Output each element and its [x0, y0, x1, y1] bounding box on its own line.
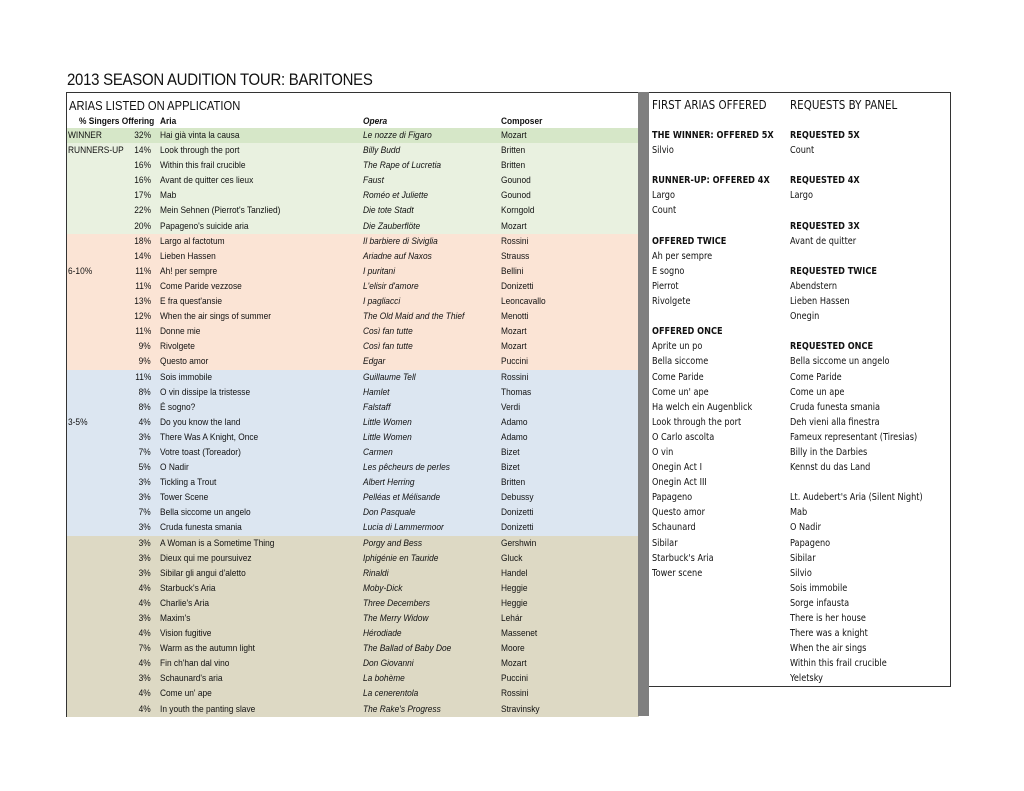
row-pct: 3% — [138, 477, 151, 489]
list-item: Bella siccome un angelo — [790, 356, 890, 368]
row-opera: The Rake's Progress — [363, 703, 441, 715]
row-aria: Tower Scene — [160, 492, 209, 504]
first-arias-offered-title: FIRST ARIAS OFFERED — [652, 98, 767, 112]
row-aria: O vin dissipe la tristesse — [160, 386, 251, 398]
row-opera: Don Pasquale — [363, 507, 416, 519]
row-composer: Handel — [501, 567, 528, 579]
row-composer: Gershwin — [501, 537, 537, 549]
list-item: Deh vieni alla finestra — [790, 416, 880, 428]
row-composer: Gluck — [501, 552, 523, 564]
row-pct: 17% — [134, 190, 151, 202]
row-pct: 13% — [134, 296, 151, 308]
list-item: Silvio — [790, 567, 812, 579]
list-item: Pierrot — [652, 280, 679, 292]
list-item: Schaunard — [652, 522, 696, 534]
row-aria: Come Paride vezzose — [160, 280, 242, 292]
row-aria: E fra quest'ansie — [160, 296, 223, 308]
table-row — [67, 264, 639, 279]
row-composer: Thomas — [501, 386, 532, 398]
list-item: Rivolgete — [652, 296, 691, 308]
list-item: Papageno — [652, 492, 693, 504]
list-item — [790, 475, 923, 490]
row-composer: Puccini — [501, 673, 528, 685]
list-heading: REQUESTED 5X — [790, 130, 860, 141]
list-item: Onegin Act III — [652, 477, 707, 489]
list-item: Within this frail crucible — [790, 658, 887, 670]
row-pct: 14% — [134, 145, 151, 157]
row-composer: Moore — [501, 643, 525, 655]
arias-listed-panel — [66, 92, 639, 717]
list-item: Billy in the Darbies — [790, 446, 868, 458]
row-pct: 3% — [138, 537, 151, 549]
row-pct: 4% — [138, 658, 151, 670]
list-item: Fameux representant (Tiresias) — [790, 431, 918, 443]
row-opera: Iphigénie en Tauride — [363, 552, 439, 564]
row-pct: 11% — [134, 265, 151, 277]
row-opera: Roméo et Juliette — [363, 190, 429, 202]
table-row — [67, 460, 639, 475]
row-pct: 7% — [138, 643, 151, 655]
row-pct: 16% — [134, 160, 151, 172]
row-group-label: RUNNERS-UP — [68, 145, 124, 157]
list-item: Largo — [652, 190, 675, 202]
list-item: Sois immobile — [790, 582, 848, 594]
table-row — [67, 400, 639, 415]
header-aria: Aria — [160, 116, 177, 127]
row-pct: 3% — [138, 552, 151, 564]
list-item: Mab — [790, 507, 808, 519]
table-row — [67, 581, 639, 596]
column-separator — [638, 92, 649, 716]
row-composer: Gounod — [501, 175, 531, 187]
table-row — [67, 128, 639, 143]
table-row — [67, 641, 639, 656]
row-aria: In youth the panting slave — [160, 703, 256, 715]
table-row — [67, 234, 639, 249]
list-item: Lieben Hassen — [790, 296, 850, 308]
row-pct: 4% — [138, 597, 151, 609]
row-composer: Strauss — [501, 250, 530, 262]
table-row — [67, 188, 639, 203]
row-pct: 9% — [138, 341, 151, 353]
row-opera: Don Giovanni — [363, 658, 414, 670]
row-aria: Sois immobile — [160, 371, 213, 383]
row-composer: Heggie — [501, 597, 528, 609]
row-composer: Rossini — [501, 371, 529, 383]
table-row — [67, 385, 639, 400]
list-item: There is her house — [790, 613, 866, 624]
row-pct: 11% — [134, 326, 151, 338]
table-row — [67, 430, 639, 445]
table-row — [67, 536, 639, 551]
row-composer: Bizet — [501, 446, 520, 458]
list-heading: REQUESTED 3X — [790, 220, 860, 232]
table-row — [67, 551, 639, 566]
row-composer: Donizetti — [501, 280, 534, 292]
row-opera: Pelléas et Mélisande — [363, 492, 441, 504]
row-opera: La bohème — [363, 673, 405, 685]
row-composer: Mozart — [501, 130, 527, 141]
offers-requests-panel — [649, 92, 951, 687]
row-pct: 3% — [138, 431, 151, 443]
list-item: When the air sings — [790, 643, 867, 655]
row-aria: Warm as the autumn light — [160, 643, 255, 655]
row-pct: 3% — [138, 492, 151, 504]
row-pct: 4% — [138, 582, 151, 594]
list-item: O Nadir — [790, 522, 821, 534]
page-title: 2013 SEASON AUDITION TOUR: BARITONES — [67, 70, 373, 89]
row-aria: A Woman is a Sometime Thing — [160, 537, 275, 549]
row-composer: Bellini — [501, 265, 524, 277]
row-opera: Die tote Stadt — [363, 205, 414, 217]
row-composer: Adamo — [501, 431, 528, 443]
row-aria: Fin ch'han dal vino — [160, 658, 230, 670]
table-row — [67, 173, 639, 188]
list-item: Onegin — [790, 311, 820, 323]
row-aria: Papageno's suicide aria — [160, 220, 249, 232]
row-aria: Starbuck's Aria — [160, 582, 216, 594]
row-opera: Three Decembers — [363, 597, 430, 609]
table-row — [67, 158, 639, 173]
row-opera: Moby-Dick — [363, 582, 403, 594]
row-pct: 8% — [138, 401, 151, 413]
list-heading: RUNNER-UP: OFFERED 4X — [652, 175, 770, 187]
list-item: O vin — [652, 446, 674, 458]
row-opera: Lucia di Lammermoor — [363, 522, 444, 534]
row-opera: Il barbiere di Siviglia — [363, 235, 438, 247]
row-opera: The Merry Widow — [363, 613, 429, 624]
row-composer: Gounod — [501, 190, 531, 202]
row-pct: 11% — [134, 371, 151, 383]
row-pct: 9% — [138, 356, 151, 368]
list-item: Questo amor — [652, 507, 706, 519]
row-pct: 11% — [134, 280, 151, 292]
row-aria: Mab — [160, 190, 177, 202]
list-item: Lt. Audebert's Aria (Silent Night) — [790, 492, 923, 504]
row-opera: Hamlet — [363, 386, 390, 398]
list-item — [652, 309, 774, 324]
row-aria: Votre toast (Toreador) — [160, 446, 241, 458]
row-aria: O Nadir — [160, 462, 189, 474]
list-item: E sogno — [652, 265, 685, 277]
row-composer: Leoncavallo — [501, 296, 546, 308]
table-row — [67, 505, 639, 520]
row-opera: Little Women — [363, 416, 412, 428]
table-row — [67, 626, 639, 641]
arias-table-body — [67, 128, 639, 717]
table-row — [67, 475, 639, 490]
row-pct: 14% — [134, 250, 151, 262]
row-aria: Donne mie — [160, 326, 201, 338]
list-item: O Carlo ascolta — [652, 431, 715, 443]
row-composer: Bizet — [501, 462, 520, 474]
row-opera: I pagliacci — [363, 296, 401, 308]
row-opera: Albert Herring — [363, 477, 415, 489]
row-opera: The Ballad of Baby Doe — [363, 643, 452, 655]
row-opera: I puritani — [363, 265, 396, 277]
row-aria: Within this frail crucible — [160, 160, 246, 172]
row-composer: Mozart — [501, 658, 527, 670]
list-item: Count — [790, 145, 815, 157]
row-composer: Britten — [501, 145, 526, 157]
list-item: Count — [652, 205, 677, 217]
row-opera: Billy Budd — [363, 145, 401, 157]
row-composer: Stravinsky — [501, 703, 540, 715]
list-item: Cruda funesta smania — [790, 401, 881, 413]
row-opera: Edgar — [363, 356, 386, 368]
row-aria: É sogno? — [160, 401, 196, 413]
row-aria: Dieux qui me poursuivez — [160, 552, 252, 564]
row-composer: Heggie — [501, 582, 528, 594]
row-pct: 22% — [134, 205, 151, 217]
row-opera: The Old Maid and the Thief — [363, 311, 465, 323]
row-opera: Little Women — [363, 431, 412, 443]
row-opera: Ariadne auf Naxos — [363, 250, 432, 262]
list-item: Sibilar — [652, 537, 678, 549]
row-aria: Hai già vinta la causa — [160, 130, 240, 141]
row-opera: Rinaldi — [363, 567, 389, 579]
table-row — [67, 309, 639, 324]
first-arias-offered-list — [652, 128, 794, 581]
list-heading: THE WINNER: OFFERED 5X — [652, 130, 774, 141]
table-row — [67, 415, 639, 430]
row-opera: Les pêcheurs de perles — [363, 462, 450, 474]
row-aria: Largo al factotum — [160, 235, 225, 247]
list-item: Tower scene — [652, 567, 703, 579]
requests-by-panel-title: REQUESTS BY PANEL — [790, 98, 898, 112]
row-opera: The Rape of Lucretia — [363, 160, 442, 172]
row-composer: Massenet — [501, 628, 538, 640]
row-aria: Do you know the land — [160, 416, 241, 428]
table-row — [67, 279, 639, 294]
list-item: Papageno — [790, 537, 831, 549]
row-opera: Carmen — [363, 446, 393, 458]
table-row — [67, 566, 639, 581]
row-aria: Ah! per sempre — [160, 265, 218, 277]
header-composer: Composer — [501, 116, 543, 127]
list-item — [790, 324, 923, 339]
table-row — [67, 490, 639, 505]
row-aria: Schaunard's aria — [160, 673, 223, 685]
row-aria: Rivolgete — [160, 341, 195, 353]
table-row — [67, 339, 639, 354]
row-opera: L'elisir d'amore — [363, 280, 419, 292]
row-aria: There Was A Knight, Once — [160, 431, 259, 443]
header-pct-singers: % Singers Offering — [79, 116, 155, 127]
list-item: Ha welch ein Augenblick — [652, 401, 753, 413]
list-item — [790, 249, 923, 264]
row-composer: Mozart — [501, 326, 527, 338]
row-aria: When the air sings of summer — [160, 311, 272, 323]
row-composer: Korngold — [501, 205, 535, 217]
row-opera: Porgy and Bess — [363, 537, 423, 549]
table-row — [67, 249, 639, 264]
table-row — [67, 611, 639, 626]
list-item: Silvio — [652, 145, 674, 157]
list-item: Come Paride — [652, 371, 704, 383]
row-aria: Vision fugitive — [160, 628, 212, 640]
table-row — [67, 445, 639, 460]
row-opera: Hérodiade — [363, 628, 402, 640]
row-aria: Tickling a Trout — [160, 477, 217, 489]
row-pct: 3% — [138, 567, 151, 579]
row-group-label: 3-5% — [68, 416, 88, 428]
row-aria: Questo amor — [160, 356, 209, 368]
row-opera: Così fan tutte — [363, 341, 413, 353]
table-row — [67, 686, 639, 701]
arias-listed-title: ARIAS LISTED ON APPLICATION — [69, 98, 241, 113]
row-composer: Mozart — [501, 341, 527, 353]
row-pct: 12% — [134, 311, 151, 323]
table-row — [67, 219, 639, 234]
list-item: Onegin Act I — [652, 462, 703, 474]
row-opera: Faust — [363, 175, 384, 187]
list-heading: OFFERED TWICE — [652, 235, 727, 247]
row-aria: Maxim's — [160, 613, 191, 624]
row-composer: Puccini — [501, 356, 528, 368]
row-pct: 32% — [134, 130, 151, 141]
list-item: Abendstern — [790, 280, 838, 292]
row-pct: 8% — [138, 386, 151, 398]
list-item: There was a knight — [790, 628, 868, 640]
table-row — [67, 324, 639, 339]
list-heading: REQUESTED ONCE — [790, 341, 874, 353]
row-composer: Menotti — [501, 311, 529, 323]
row-opera: Die Zauberflöte — [363, 220, 421, 232]
row-opera: Falstaff — [363, 401, 391, 413]
row-opera: Le nozze di Figaro — [363, 130, 432, 141]
table-row — [67, 294, 639, 309]
header-opera: Opera — [363, 116, 388, 127]
row-pct: 7% — [138, 446, 151, 458]
list-heading: REQUESTED 4X — [790, 175, 860, 187]
row-composer: Britten — [501, 160, 526, 172]
table-row — [67, 656, 639, 671]
row-pct: 7% — [138, 507, 151, 519]
list-item — [790, 158, 923, 173]
list-item: Kennst du das Land — [790, 462, 871, 474]
row-opera: Guillaume Tell — [363, 371, 416, 383]
list-item: Yeletsky — [790, 673, 823, 685]
row-pct: 4% — [138, 416, 151, 428]
row-composer: Debussy — [501, 492, 534, 504]
row-composer: Donizetti — [501, 522, 534, 534]
list-heading: OFFERED ONCE — [652, 326, 723, 338]
row-group-label: 6-10% — [68, 265, 93, 277]
list-item: Sorge infausta — [790, 597, 850, 609]
row-composer: Rossini — [501, 235, 529, 247]
row-pct: 5% — [138, 462, 151, 474]
list-item: Sibilar — [790, 552, 816, 564]
row-pct: 3% — [138, 673, 151, 685]
requests-by-panel-list — [790, 128, 944, 686]
row-aria: Avant de quitter ces lieux — [160, 175, 254, 187]
table-row — [67, 596, 639, 611]
list-item — [652, 158, 774, 173]
row-pct: 20% — [134, 220, 151, 232]
list-item: Come un ape — [790, 386, 845, 398]
row-composer: Mozart — [501, 220, 527, 232]
row-aria: Charlie's Aria — [160, 597, 209, 609]
row-aria: Mein Sehnen (Pierrot's Tanzlied) — [160, 205, 281, 217]
table-row — [67, 702, 639, 717]
row-aria: Bella siccome un angelo — [160, 507, 251, 519]
row-aria: Come un' ape — [160, 688, 212, 700]
row-composer: Donizetti — [501, 507, 534, 519]
list-item: Avant de quitter — [790, 235, 857, 247]
table-row — [67, 203, 639, 218]
table-row — [67, 671, 639, 686]
row-aria: Cruda funesta smania — [160, 522, 242, 534]
row-aria: Lieben Hassen — [160, 250, 216, 262]
row-pct: 18% — [134, 235, 151, 247]
list-item: Look through the port — [652, 416, 742, 428]
list-item: Come un' ape — [652, 386, 709, 398]
row-group-label: WINNER — [68, 130, 102, 141]
table-row — [67, 370, 639, 385]
row-pct: 3% — [138, 613, 151, 624]
list-heading: REQUESTED TWICE — [790, 265, 877, 277]
list-item: Largo — [790, 190, 813, 202]
list-item: Come Paride — [790, 371, 842, 383]
list-item: Starbuck's Aria — [652, 552, 714, 564]
row-composer: Adamo — [501, 416, 528, 428]
table-row — [67, 143, 639, 158]
row-composer: Verdi — [501, 401, 521, 413]
row-composer: Rossini — [501, 688, 529, 700]
row-aria: Sibilar gli angui d'aletto — [160, 567, 246, 579]
row-pct: 4% — [138, 628, 151, 640]
list-item — [790, 203, 923, 218]
row-opera: Così fan tutte — [363, 326, 413, 338]
row-opera: La cenerentola — [363, 688, 419, 700]
row-composer: Lehár — [501, 613, 523, 624]
list-item — [652, 219, 774, 234]
row-pct: 4% — [138, 703, 151, 715]
table-row — [67, 520, 639, 535]
list-item: Aprite un po — [652, 341, 703, 353]
row-pct: 3% — [138, 522, 151, 534]
row-aria: Look through the port — [160, 145, 240, 157]
list-item: Ah per sempre — [652, 250, 713, 262]
row-pct: 16% — [134, 175, 151, 187]
row-composer: Britten — [501, 477, 526, 489]
list-item: Bella siccome — [652, 356, 709, 368]
row-pct: 4% — [138, 688, 151, 700]
table-row — [67, 354, 639, 369]
